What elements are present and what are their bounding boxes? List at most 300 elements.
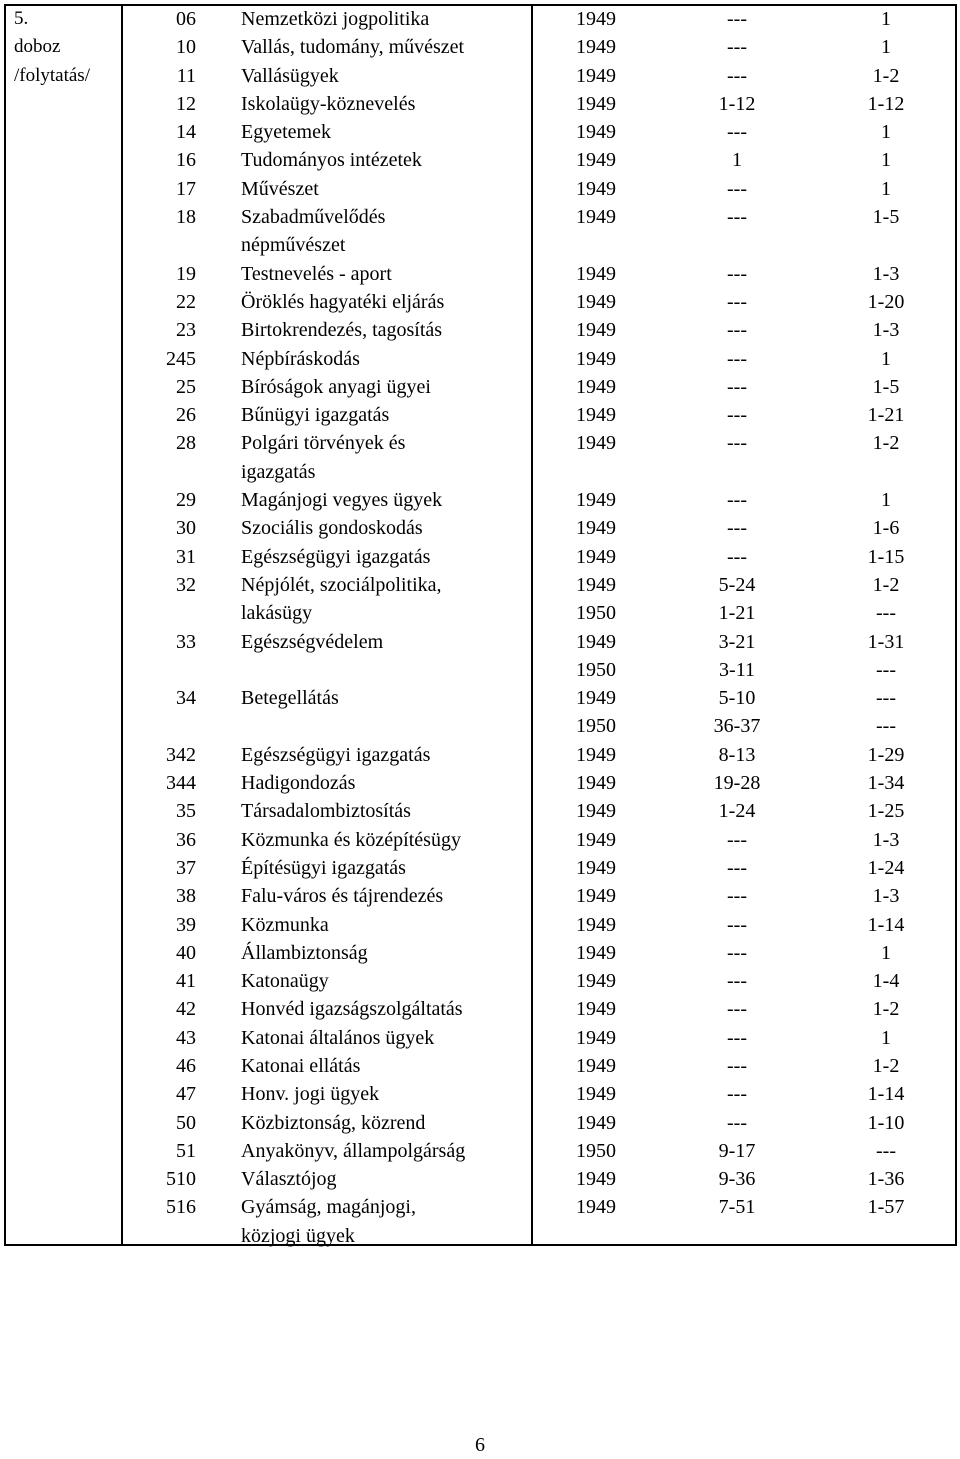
item-year — [536, 571, 656, 628]
item-range-second-line: --- — [876, 687, 896, 710]
item-range-second-line: 1-5 — [872, 206, 900, 229]
table-row — [0, 316, 960, 344]
item-range-second-line: 1 — [881, 121, 891, 144]
item-title-line: Állambiztonság — [241, 941, 368, 964]
item-range-second-line: 1 — [881, 8, 891, 30]
item-number: 43 — [176, 1026, 196, 1049]
item-range-second — [816, 939, 956, 967]
item-range-second — [816, 288, 956, 316]
item-range-first — [666, 769, 808, 797]
item-range-second — [816, 769, 956, 797]
item-year — [536, 260, 656, 288]
item-title-line: népművészet — [241, 234, 346, 257]
table-body — [0, 5, 960, 1250]
item-range-first-line: --- — [727, 206, 747, 229]
page-number: 6 — [475, 1434, 485, 1456]
item-range-first-line: --- — [727, 1026, 747, 1049]
item-range-second-line: 1-6 — [872, 517, 900, 540]
item-title — [241, 1165, 526, 1193]
item-number: 10 — [176, 36, 196, 59]
item-range-second — [816, 62, 956, 90]
item-range-first-line: 9-17 — [718, 1139, 756, 1162]
item-range-second-line: 1-2 — [872, 432, 900, 455]
item-number: 31 — [176, 545, 196, 568]
item-year — [536, 741, 656, 769]
table-row — [0, 854, 960, 882]
item-range-second — [816, 203, 956, 231]
item-range-first — [666, 911, 808, 939]
item-number: 40 — [176, 941, 196, 964]
item-year — [536, 1109, 656, 1137]
item-range-second-line: 1-29 — [867, 743, 905, 766]
table-row — [0, 260, 960, 288]
item-range-first — [666, 62, 808, 90]
item-range-first — [666, 373, 808, 401]
item-range-second-line: 1-4 — [872, 970, 900, 993]
table-row — [0, 995, 960, 1023]
item-range-first — [666, 288, 808, 316]
item-range-first-line: --- — [727, 432, 747, 455]
item-range-second — [816, 995, 956, 1023]
item-year — [536, 5, 656, 33]
item-year — [536, 373, 656, 401]
item-range-second-line: 1 — [881, 149, 891, 172]
item-range-first — [666, 429, 808, 457]
item-year-line: 1949 — [576, 545, 616, 568]
item-year-line: 1950 — [576, 602, 616, 625]
item-title-line: Honvéd igazságszolgáltatás — [241, 998, 463, 1021]
item-range-first — [666, 741, 808, 769]
item-number: 35 — [176, 800, 196, 823]
item-range-second-line: 1-3 — [872, 885, 900, 908]
item-year-line: 1949 — [576, 573, 616, 596]
item-range-first-line: --- — [727, 885, 747, 908]
item-range-second-line: 1-34 — [867, 772, 905, 795]
item-range-second-line: 1-57 — [867, 1196, 905, 1219]
item-year-line: 1949 — [576, 262, 616, 285]
item-range-first — [666, 684, 808, 741]
item-title — [241, 797, 526, 825]
item-range-first — [666, 514, 808, 542]
item-year-line: 1949 — [576, 772, 616, 795]
item-range-first-line: --- — [727, 1054, 747, 1077]
item-range-first-line: 5-10 — [718, 687, 756, 710]
item-range-first — [666, 967, 808, 995]
box-label-line: /folytatás/ — [14, 64, 90, 86]
item-year-line: 1949 — [576, 206, 616, 229]
table-row — [0, 118, 960, 146]
item-number: 37 — [176, 856, 196, 879]
table-row — [0, 203, 960, 260]
item-title — [241, 571, 526, 628]
item-title-line: Falu-város és tájrendezés — [241, 885, 444, 908]
table-row — [0, 429, 960, 486]
item-range-second — [816, 1165, 956, 1193]
item-range-first-line: --- — [727, 913, 747, 936]
item-range-second — [816, 146, 956, 174]
item-range-first-line: 1-21 — [718, 602, 756, 625]
item-range-first — [666, 543, 808, 571]
item-range-second — [816, 33, 956, 61]
item-range-first — [666, 146, 808, 174]
item-range-second-line: 1-3 — [872, 262, 900, 285]
item-number: 245 — [166, 347, 196, 370]
item-title — [241, 373, 526, 401]
item-year-line: 1949 — [576, 489, 616, 512]
item-range-first-line: 3-21 — [718, 630, 756, 653]
table-row — [0, 628, 960, 685]
item-title — [241, 429, 526, 486]
item-number: 33 — [176, 630, 196, 653]
item-range-first-line: --- — [727, 828, 747, 851]
item-range-first — [666, 1024, 808, 1052]
item-year-line: 1949 — [576, 800, 616, 823]
item-year-line: 1949 — [576, 828, 616, 851]
item-title — [241, 1024, 526, 1052]
table-row — [0, 1052, 960, 1080]
item-title — [241, 316, 526, 344]
item-range-second — [816, 1052, 956, 1080]
item-range-first — [666, 1193, 808, 1221]
item-range-second — [816, 826, 956, 854]
item-number: 12 — [176, 92, 196, 115]
item-title — [241, 939, 526, 967]
item-range-second — [816, 1137, 956, 1165]
item-range-first-line: 5-24 — [718, 573, 756, 596]
item-range-second — [816, 5, 956, 33]
item-range-first — [666, 90, 808, 118]
item-range-second-line: 1-10 — [867, 1111, 905, 1134]
item-year — [536, 854, 656, 882]
item-range-first-line: --- — [727, 290, 747, 313]
item-title — [241, 1137, 526, 1165]
item-title — [241, 911, 526, 939]
item-range-first-line: 8-13 — [718, 743, 756, 766]
item-range-first-line: --- — [727, 941, 747, 964]
table-row — [0, 1024, 960, 1052]
item-range-second-line: 1 — [881, 177, 891, 200]
item-range-first — [666, 203, 808, 231]
item-title-line: Vallásügyek — [241, 64, 339, 87]
item-range-second — [816, 316, 956, 344]
item-title — [241, 769, 526, 797]
item-range-first-line: --- — [727, 970, 747, 993]
item-range-first — [666, 854, 808, 882]
item-year-line: 1949 — [576, 687, 616, 710]
table-row — [0, 741, 960, 769]
item-year-line: 1949 — [576, 743, 616, 766]
item-title — [241, 175, 526, 203]
item-title-line: Öröklés hagyatéki eljárás — [241, 290, 445, 313]
item-year — [536, 288, 656, 316]
item-range-first-line: --- — [727, 64, 747, 87]
item-range-second-line: --- — [876, 658, 896, 681]
item-range-second — [816, 260, 956, 288]
table-row — [0, 90, 960, 118]
table-row — [0, 5, 960, 33]
item-title-line: Betegellátás — [241, 687, 339, 710]
item-range-second — [816, 628, 956, 685]
item-year-line: 1949 — [576, 121, 616, 144]
item-range-second-line: 1-2 — [872, 573, 900, 596]
item-range-first-line: --- — [727, 998, 747, 1021]
item-range-first-line: 19-28 — [713, 772, 761, 795]
item-year — [536, 684, 656, 741]
item-number: 16 — [176, 149, 196, 172]
item-range-first — [666, 345, 808, 373]
item-title — [241, 1052, 526, 1080]
item-year-line: 1949 — [576, 630, 616, 653]
item-year-line: 1949 — [576, 177, 616, 200]
item-range-second-line: 1-31 — [867, 630, 905, 653]
item-range-first — [666, 260, 808, 288]
item-title — [241, 995, 526, 1023]
item-title-line: Közmunka és középítésügy — [241, 828, 461, 851]
item-range-second-line: --- — [876, 602, 896, 625]
table-row — [0, 826, 960, 854]
item-title-line: Honv. jogi ügyek — [241, 1083, 380, 1106]
item-title-line: Vallás, tudomány, művészet — [241, 36, 465, 59]
item-range-second-line: 1 — [881, 941, 891, 964]
item-year — [536, 967, 656, 995]
item-title — [241, 345, 526, 373]
item-year — [536, 769, 656, 797]
item-title — [241, 854, 526, 882]
item-year-line: 1949 — [576, 1196, 616, 1219]
item-range-second-line: 1-21 — [867, 404, 905, 427]
item-number: 14 — [176, 121, 196, 144]
item-title-line: Egészségvédelem — [241, 630, 384, 653]
item-range-first — [666, 882, 808, 910]
item-number: 11 — [176, 64, 196, 87]
box-label-line: 5. — [14, 8, 29, 29]
item-title — [241, 826, 526, 854]
table-row — [0, 345, 960, 373]
item-range-first — [666, 1052, 808, 1080]
table-row — [0, 175, 960, 203]
item-range-first-line: --- — [727, 489, 747, 512]
item-title — [241, 260, 526, 288]
item-title — [241, 514, 526, 542]
item-range-second — [816, 401, 956, 429]
item-range-first — [666, 628, 808, 685]
item-range-first-line: --- — [727, 1111, 747, 1134]
item-number: 32 — [176, 573, 196, 596]
item-range-first — [666, 1080, 808, 1108]
item-year-line: 1949 — [576, 290, 616, 313]
item-range-first-line: --- — [727, 856, 747, 879]
item-range-first-line: --- — [727, 8, 747, 30]
item-year-line: 1949 — [576, 1168, 616, 1191]
item-title-line: Népbíráskodás — [241, 347, 360, 370]
item-year-line: 1949 — [576, 347, 616, 370]
item-year — [536, 345, 656, 373]
item-year-line: 1949 — [576, 885, 616, 908]
item-title-line: Közmunka — [241, 913, 329, 936]
item-range-first-line: --- — [727, 404, 747, 427]
item-range-first — [666, 797, 808, 825]
item-range-second — [816, 345, 956, 373]
item-title-line: Katonai ellátás — [241, 1054, 361, 1077]
item-title — [241, 62, 526, 90]
item-range-second — [816, 1024, 956, 1052]
item-range-first — [666, 571, 808, 628]
item-year — [536, 514, 656, 542]
item-range-first-line: --- — [727, 517, 747, 540]
item-year — [536, 797, 656, 825]
item-range-second-line: 1-5 — [872, 375, 900, 398]
item-range-first — [666, 995, 808, 1023]
item-number: 17 — [176, 177, 196, 200]
item-number: 34 — [176, 687, 196, 710]
item-range-first-line: --- — [727, 177, 747, 200]
item-range-second — [816, 741, 956, 769]
item-title — [241, 486, 526, 514]
table-row — [0, 543, 960, 571]
box-label-line: doboz — [14, 36, 61, 58]
item-number: 342 — [166, 743, 196, 766]
item-title-line: Egészségügyi igazgatás — [241, 743, 431, 766]
item-range-first-line: --- — [727, 319, 747, 342]
item-title-line: Katonai általános ügyek — [241, 1026, 435, 1049]
item-title — [241, 1109, 526, 1137]
item-range-first-line: 1 — [732, 149, 742, 172]
item-number: 47 — [176, 1083, 196, 1106]
item-title-line: Egészségügyi igazgatás — [241, 545, 431, 568]
item-range-first — [666, 826, 808, 854]
item-range-first-line: 9-36 — [718, 1168, 756, 1191]
item-range-first-line: 36-37 — [713, 715, 761, 738]
item-year-line: 1949 — [576, 1111, 616, 1134]
item-title-line: Bűnügyi igazgatás — [241, 404, 390, 427]
item-range-second — [816, 514, 956, 542]
item-range-second — [816, 967, 956, 995]
table-row — [0, 1109, 960, 1137]
table-row — [0, 797, 960, 825]
item-title-line: Szabadművelődés — [241, 206, 386, 229]
item-number: 38 — [176, 885, 196, 908]
item-year — [536, 826, 656, 854]
item-range-second-line: 1-3 — [872, 828, 900, 851]
item-title-line: Katonaügy — [241, 970, 329, 993]
item-year — [536, 543, 656, 571]
table-row — [0, 967, 960, 995]
item-year-line: 1949 — [576, 517, 616, 540]
item-range-first — [666, 486, 808, 514]
item-year — [536, 628, 656, 685]
item-range-second-line: 1 — [881, 1026, 891, 1049]
item-year-line: 1949 — [576, 36, 616, 59]
item-range-first — [666, 1137, 808, 1165]
item-title-line: Szociális gondoskodás — [241, 517, 423, 540]
item-year-line: 1949 — [576, 149, 616, 172]
item-number: 19 — [176, 262, 196, 285]
table-row — [0, 571, 960, 628]
item-year-line: 1949 — [576, 913, 616, 936]
item-number: 344 — [166, 772, 196, 795]
item-year — [536, 118, 656, 146]
item-title — [241, 684, 526, 712]
item-range-first — [666, 939, 808, 967]
item-range-second-line: 1-14 — [867, 1083, 905, 1106]
item-range-first-line: --- — [727, 375, 747, 398]
table-row — [0, 146, 960, 174]
item-year — [536, 1080, 656, 1108]
item-range-first-line: --- — [727, 262, 747, 285]
item-range-first-line: --- — [727, 121, 747, 144]
table-row — [0, 33, 960, 61]
item-title — [241, 967, 526, 995]
item-range-second-line: 1-12 — [867, 92, 905, 115]
item-year — [536, 175, 656, 203]
item-range-second-line: 1 — [881, 347, 891, 370]
item-title-line: közjogi ügyek — [241, 1224, 355, 1247]
item-number: 510 — [166, 1168, 196, 1191]
item-range-second — [816, 571, 956, 628]
table-row — [0, 939, 960, 967]
item-number: 42 — [176, 998, 196, 1021]
item-range-second-line: 1 — [881, 489, 891, 512]
item-range-first-line: --- — [727, 36, 747, 59]
item-year-line: 1949 — [576, 8, 616, 30]
item-title — [241, 5, 526, 33]
item-year — [536, 1052, 656, 1080]
item-title — [241, 288, 526, 316]
item-title-line: lakásügy — [241, 602, 313, 625]
item-title-line: Tudományos intézetek — [241, 149, 422, 172]
item-range-second — [816, 429, 956, 457]
item-year-line: 1949 — [576, 432, 616, 455]
item-year-line: 1949 — [576, 404, 616, 427]
item-year — [536, 62, 656, 90]
item-range-second-line: 1-2 — [872, 64, 900, 87]
item-range-second-line: --- — [876, 715, 896, 738]
item-title-line: Polgári törvények és — [241, 432, 406, 455]
item-title-line: Hadigondozás — [241, 772, 356, 795]
item-range-first — [666, 118, 808, 146]
item-title-line: Bíróságok anyagi ügyei — [241, 375, 431, 398]
item-range-second-line: 1-36 — [867, 1168, 905, 1191]
item-range-second-line: --- — [876, 1139, 896, 1162]
item-range-first-line: --- — [727, 1083, 747, 1106]
item-range-second — [816, 543, 956, 571]
item-year — [536, 882, 656, 910]
item-year-line: 1949 — [576, 319, 616, 342]
item-year-line: 1949 — [576, 1054, 616, 1077]
item-title-line: Egyetemek — [241, 121, 331, 144]
item-range-second — [816, 684, 956, 741]
item-title — [241, 543, 526, 571]
item-year — [536, 90, 656, 118]
item-range-second — [816, 797, 956, 825]
table-row — [0, 684, 960, 741]
item-title — [241, 741, 526, 769]
item-range-second — [816, 854, 956, 882]
item-year — [536, 1024, 656, 1052]
item-title-line: Építésügyi igazgatás — [241, 856, 406, 879]
item-year — [536, 995, 656, 1023]
item-number: 18 — [176, 206, 196, 229]
table-row — [0, 882, 960, 910]
item-range-second — [816, 1109, 956, 1137]
item-title-line: Választójog — [241, 1168, 337, 1191]
item-number: 46 — [176, 1054, 196, 1077]
item-title — [241, 146, 526, 174]
item-range-first — [666, 5, 808, 33]
table-row — [0, 486, 960, 514]
item-range-second — [816, 1193, 956, 1221]
table-row — [0, 514, 960, 542]
